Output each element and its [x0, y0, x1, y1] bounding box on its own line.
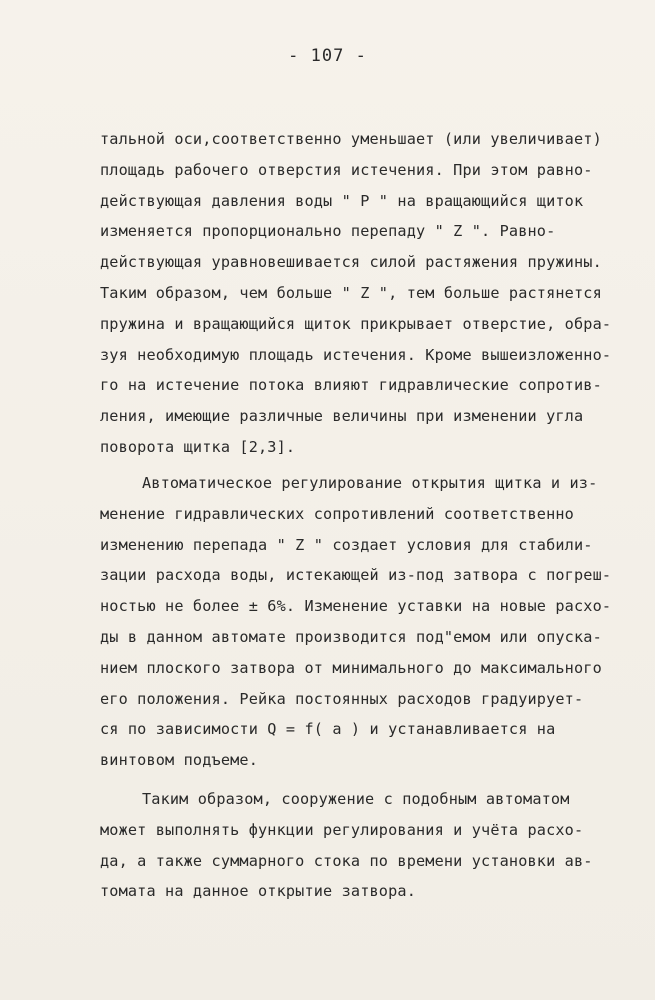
text-line: нием плоского затвора от минимального до максимального — [100, 658, 602, 677]
text-line: винтовом подъеме. — [100, 751, 258, 770]
text-line: го на истечение потока влияют гидравлические сопротив- — [100, 376, 602, 395]
text-line: да, а также суммарного стока по времени установки ав- — [100, 851, 593, 870]
text-line: томата на данное открытие затвора. — [100, 882, 416, 901]
text-line: Автоматическое регулирование открытия щитка и из- — [142, 474, 598, 492]
text-line: ся по зависимости Q = f( a ) и устанавливается на — [100, 720, 556, 739]
text-line: тальной оси,соответственно уменьшает (или увеличивает) — [100, 130, 602, 148]
text-line: действующая давления воды " P " на вращающийся щиток — [100, 191, 584, 210]
text-line: его положения. Рейка постоянных расходов градуирует- — [100, 689, 584, 708]
text-line: Таким образом, сооружение с подобным автоматом — [142, 790, 570, 808]
page-number: - 107 - — [288, 46, 367, 66]
paragraph-3 — [100, 784, 620, 907]
text-line: зуя необходимую площадь истечения. Кроме вышеизложенно- — [100, 345, 612, 364]
text-line: Таким образом, чем больше " Z ", тем больше растянется — [100, 283, 602, 302]
text-line: менение гидравлических сопротивлений соответственно — [100, 504, 574, 523]
text-line: изменяется пропорционально перепаду " Z ". Равно- — [100, 222, 556, 241]
text-line: ления, имеющие различные величины при изменении угла — [100, 407, 584, 426]
text-line: зации расхода воды, истекающей из-под затвора с погреш- — [100, 566, 612, 585]
text-line: может выполнять функции регулирования и учёта расхо- — [100, 820, 584, 839]
paragraph-1 — [100, 124, 620, 463]
paragraph-2 — [100, 468, 620, 776]
text-line: поворота щитка [2,3]. — [100, 437, 296, 456]
text-line: изменению перепада " Z " создает условия для стабили- — [100, 535, 593, 554]
text-line: действующая уравновешивается силой растяжения пружины. — [100, 253, 602, 272]
text-line: ды в данном автомате производится под"емом или опуска- — [100, 627, 602, 646]
text-line: пружина и вращающийся щиток прикрывает отверстие, обра- — [100, 314, 612, 333]
text-line: ностью не более ± 6%. Изменение уставки на новые расхо- — [100, 597, 612, 616]
text-line: площадь рабочего отверстия истечения. При этом равно- — [100, 160, 593, 179]
